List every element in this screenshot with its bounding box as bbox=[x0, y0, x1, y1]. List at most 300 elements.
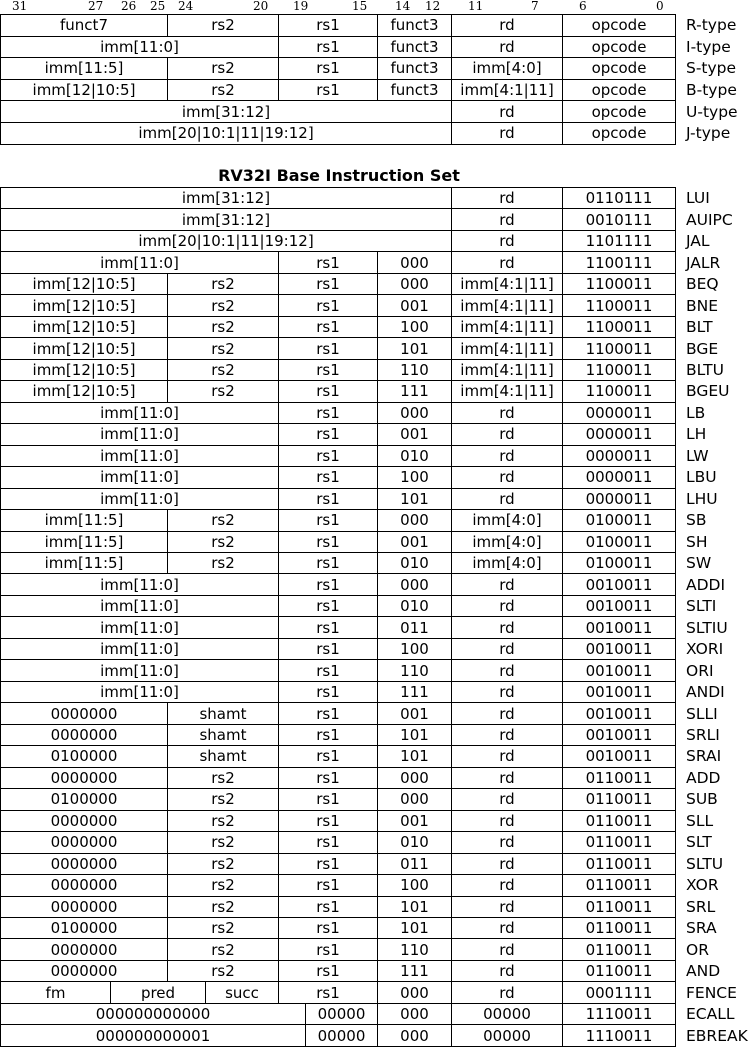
field-cell: rs1 bbox=[278, 938, 378, 960]
field-cell: 0000011 bbox=[562, 402, 676, 424]
field-cell: 00000 bbox=[305, 1003, 378, 1025]
field-cell: 1110011 bbox=[562, 1003, 676, 1025]
field-cell: imm[11:0] bbox=[0, 466, 279, 488]
field-cell: 000 bbox=[377, 981, 452, 1003]
field-cell: imm[11:0] bbox=[0, 595, 279, 617]
field-cell: 0000000 bbox=[0, 874, 168, 896]
field-cell: rs2 bbox=[167, 273, 279, 295]
field-cell: rs2 bbox=[167, 960, 279, 982]
field-cell: rs1 bbox=[278, 767, 378, 789]
field-cell: 100 bbox=[377, 638, 452, 660]
bit-position-14: 14 bbox=[395, 0, 411, 13]
field-cell: imm[11:0] bbox=[0, 659, 279, 681]
format-name: U-type bbox=[686, 102, 738, 121]
field-cell: rs1 bbox=[278, 79, 378, 102]
field-cell: imm[4:1|11] bbox=[451, 337, 563, 359]
field-cell: 0100000 bbox=[0, 788, 168, 810]
field-cell: rs1 bbox=[278, 445, 378, 467]
field-cell: 0110011 bbox=[562, 896, 676, 918]
field-cell: pred bbox=[110, 981, 206, 1003]
instruction-name: SH bbox=[686, 532, 708, 551]
field-cell: imm[11:0] bbox=[0, 36, 279, 59]
field-cell: rd bbox=[451, 938, 563, 960]
field-cell: rd bbox=[451, 638, 563, 660]
field-cell: rs1 bbox=[278, 616, 378, 638]
field-cell: imm[31:12] bbox=[0, 208, 452, 230]
field-cell: funct3 bbox=[377, 36, 452, 59]
field-cell: 00000 bbox=[305, 1024, 378, 1046]
field-cell: 0010011 bbox=[562, 724, 676, 746]
instruction-name: BLT bbox=[686, 318, 713, 337]
bit-position-26: 26 bbox=[121, 0, 137, 13]
field-cell: rd bbox=[451, 402, 563, 424]
field-cell: 011 bbox=[377, 616, 452, 638]
instruction-name: LHU bbox=[686, 489, 718, 508]
field-cell: rs1 bbox=[278, 896, 378, 918]
field-cell: rs2 bbox=[167, 853, 279, 875]
field-cell: 00000 bbox=[451, 1024, 563, 1046]
field-cell: 000 bbox=[377, 273, 452, 295]
instruction-name: OR bbox=[686, 940, 709, 959]
field-cell: 1110011 bbox=[562, 1024, 676, 1046]
field-cell: shamt bbox=[167, 702, 279, 724]
instruction-name: LW bbox=[686, 446, 709, 465]
field-cell: 100 bbox=[377, 874, 452, 896]
field-cell: 101 bbox=[377, 337, 452, 359]
field-cell: rs1 bbox=[278, 573, 378, 595]
instruction-name: SB bbox=[686, 511, 707, 530]
field-cell: rd bbox=[451, 445, 563, 467]
field-cell: opcode bbox=[562, 14, 676, 37]
field-cell: 0110011 bbox=[562, 810, 676, 832]
field-cell: rs1 bbox=[278, 595, 378, 617]
field-cell: 0000000 bbox=[0, 853, 168, 875]
bit-position-19: 19 bbox=[293, 0, 309, 13]
field-cell: shamt bbox=[167, 745, 279, 767]
instruction-name: XOR bbox=[686, 876, 719, 895]
field-cell: imm[11:5] bbox=[0, 552, 168, 574]
field-cell: 1100011 bbox=[562, 316, 676, 338]
field-cell: rs2 bbox=[167, 917, 279, 939]
field-cell: rs2 bbox=[167, 359, 279, 381]
field-cell: rs1 bbox=[278, 402, 378, 424]
field-cell: 000 bbox=[377, 767, 452, 789]
field-cell: imm[11:0] bbox=[0, 638, 279, 660]
field-cell: rd bbox=[451, 14, 563, 37]
instruction-name: JALR bbox=[686, 253, 721, 272]
field-cell: 0000000 bbox=[0, 938, 168, 960]
instruction-name: SLT bbox=[686, 833, 712, 852]
instruction-name: AUIPC bbox=[686, 210, 733, 229]
field-cell: succ bbox=[205, 981, 279, 1003]
field-cell: rs1 bbox=[278, 488, 378, 510]
field-cell: 101 bbox=[377, 488, 452, 510]
field-cell: rd bbox=[451, 595, 563, 617]
bit-position-15: 15 bbox=[352, 0, 368, 13]
field-cell: opcode bbox=[562, 122, 676, 145]
field-cell: rd bbox=[451, 251, 563, 273]
field-cell: rd bbox=[451, 230, 563, 252]
field-cell: rd bbox=[451, 745, 563, 767]
field-cell: imm[12|10:5] bbox=[0, 337, 168, 359]
field-cell: imm[11:0] bbox=[0, 573, 279, 595]
field-cell: 00000 bbox=[451, 1003, 563, 1025]
field-cell: rs1 bbox=[278, 831, 378, 853]
instruction-name: SLLI bbox=[686, 704, 718, 723]
field-cell: rs1 bbox=[278, 810, 378, 832]
bit-position-20: 20 bbox=[253, 0, 269, 13]
field-cell: imm[4:0] bbox=[451, 552, 563, 574]
field-cell: 101 bbox=[377, 745, 452, 767]
field-cell: 101 bbox=[377, 896, 452, 918]
field-cell: 110 bbox=[377, 938, 452, 960]
field-cell: rd bbox=[451, 100, 563, 123]
field-cell: imm[11:0] bbox=[0, 616, 279, 638]
format-name: J-type bbox=[686, 124, 731, 143]
field-cell: rd bbox=[451, 788, 563, 810]
field-cell: rs1 bbox=[278, 294, 378, 316]
instruction-name: SLL bbox=[686, 811, 714, 830]
field-cell: 000000000000 bbox=[0, 1003, 306, 1025]
field-cell: rd bbox=[451, 874, 563, 896]
instruction-name: LH bbox=[686, 425, 707, 444]
field-cell: 000 bbox=[377, 573, 452, 595]
field-cell: rs1 bbox=[278, 917, 378, 939]
field-cell: rs1 bbox=[278, 337, 378, 359]
field-cell: 0110111 bbox=[562, 187, 676, 209]
bit-position-25: 25 bbox=[150, 0, 166, 13]
field-cell: rs2 bbox=[167, 294, 279, 316]
field-cell: rs1 bbox=[278, 960, 378, 982]
field-cell: rd bbox=[451, 896, 563, 918]
bit-position-6: 6 bbox=[579, 0, 587, 13]
field-cell: opcode bbox=[562, 100, 676, 123]
field-cell: imm[11:0] bbox=[0, 423, 279, 445]
field-cell: 0000011 bbox=[562, 466, 676, 488]
field-cell: 100 bbox=[377, 466, 452, 488]
field-cell: rs1 bbox=[278, 874, 378, 896]
field-cell: 0010011 bbox=[562, 616, 676, 638]
instruction-name: AND bbox=[686, 962, 721, 981]
field-cell: 0001111 bbox=[562, 981, 676, 1003]
field-cell: rs2 bbox=[167, 531, 279, 553]
field-cell: 000 bbox=[377, 251, 452, 273]
field-cell: rd bbox=[451, 208, 563, 230]
field-cell: rs2 bbox=[167, 337, 279, 359]
field-cell: funct7 bbox=[0, 14, 168, 37]
bit-position-12: 12 bbox=[425, 0, 441, 13]
instruction-name: ANDI bbox=[686, 683, 725, 702]
field-cell: 100 bbox=[377, 316, 452, 338]
field-cell: imm[12|10:5] bbox=[0, 294, 168, 316]
field-cell: 001 bbox=[377, 423, 452, 445]
field-cell: 0000011 bbox=[562, 445, 676, 467]
field-cell: rd bbox=[451, 767, 563, 789]
field-cell: 001 bbox=[377, 531, 452, 553]
field-cell: imm[31:12] bbox=[0, 100, 452, 123]
instruction-name: LB bbox=[686, 403, 706, 422]
field-cell: 0100000 bbox=[0, 917, 168, 939]
field-cell: imm[4:0] bbox=[451, 531, 563, 553]
field-cell: rd bbox=[451, 573, 563, 595]
field-cell: 111 bbox=[377, 380, 452, 402]
field-cell: rs1 bbox=[278, 659, 378, 681]
field-cell: 0010111 bbox=[562, 208, 676, 230]
instruction-name: ADDI bbox=[686, 575, 726, 594]
instruction-name: BGEU bbox=[686, 382, 730, 401]
format-name: S-type bbox=[686, 59, 737, 78]
field-cell: 0100011 bbox=[562, 509, 676, 531]
instruction-name: EBREAK bbox=[686, 1026, 748, 1045]
field-cell: imm[31:12] bbox=[0, 187, 452, 209]
field-cell: rd bbox=[451, 36, 563, 59]
field-cell: 0110011 bbox=[562, 938, 676, 960]
field-cell: 000000000001 bbox=[0, 1024, 306, 1046]
field-cell: imm[4:1|11] bbox=[451, 273, 563, 295]
field-cell: rs1 bbox=[278, 981, 378, 1003]
field-cell: rs2 bbox=[167, 509, 279, 531]
instruction-name: BGE bbox=[686, 339, 719, 358]
field-cell: fm bbox=[0, 981, 111, 1003]
field-cell: 0010011 bbox=[562, 595, 676, 617]
bit-position-31: 31 bbox=[12, 0, 28, 13]
field-cell: rd bbox=[451, 122, 563, 145]
field-cell: 0010011 bbox=[562, 702, 676, 724]
field-cell: 111 bbox=[377, 681, 452, 703]
field-cell: rs1 bbox=[278, 251, 378, 273]
field-cell: imm[11:5] bbox=[0, 531, 168, 553]
field-cell: rs1 bbox=[278, 745, 378, 767]
table-title: RV32I Base Instruction Set bbox=[218, 166, 460, 185]
field-cell: imm[4:0] bbox=[451, 57, 563, 80]
field-cell: 000 bbox=[377, 1003, 452, 1025]
instruction-name: XORI bbox=[686, 640, 724, 659]
field-cell: rs1 bbox=[278, 552, 378, 574]
field-cell: 0000011 bbox=[562, 423, 676, 445]
field-cell: imm[12|10:5] bbox=[0, 273, 168, 295]
field-cell: 0000011 bbox=[562, 488, 676, 510]
field-cell: rd bbox=[451, 187, 563, 209]
format-name: B-type bbox=[686, 81, 737, 100]
field-cell: rs1 bbox=[278, 788, 378, 810]
field-cell: rs2 bbox=[167, 57, 279, 80]
field-cell: rd bbox=[451, 702, 563, 724]
instruction-name: SW bbox=[686, 554, 712, 573]
field-cell: rs2 bbox=[167, 896, 279, 918]
field-cell: shamt bbox=[167, 724, 279, 746]
field-cell: 0010011 bbox=[562, 745, 676, 767]
field-cell: rs1 bbox=[278, 57, 378, 80]
field-cell: rd bbox=[451, 466, 563, 488]
field-cell: 010 bbox=[377, 445, 452, 467]
field-cell: 000 bbox=[377, 788, 452, 810]
field-cell: rd bbox=[451, 488, 563, 510]
field-cell: 1100011 bbox=[562, 359, 676, 381]
field-cell: 1100011 bbox=[562, 337, 676, 359]
field-cell: imm[20|10:1|11|19:12] bbox=[0, 122, 452, 145]
field-cell: imm[4:1|11] bbox=[451, 359, 563, 381]
field-cell: opcode bbox=[562, 79, 676, 102]
field-cell: rd bbox=[451, 681, 563, 703]
field-cell: rs1 bbox=[278, 702, 378, 724]
instruction-name: ADD bbox=[686, 768, 721, 787]
field-cell: 0000000 bbox=[0, 767, 168, 789]
field-cell: 010 bbox=[377, 552, 452, 574]
field-cell: 1100011 bbox=[562, 273, 676, 295]
field-cell: rd bbox=[451, 810, 563, 832]
field-cell: 0010011 bbox=[562, 659, 676, 681]
field-cell: 001 bbox=[377, 294, 452, 316]
field-cell: 0100011 bbox=[562, 531, 676, 553]
field-cell: rs2 bbox=[167, 767, 279, 789]
field-cell: 0000000 bbox=[0, 702, 168, 724]
field-cell: 0000000 bbox=[0, 896, 168, 918]
field-cell: imm[12|10:5] bbox=[0, 359, 168, 381]
field-cell: 011 bbox=[377, 853, 452, 875]
field-cell: rd bbox=[451, 981, 563, 1003]
field-cell: imm[4:1|11] bbox=[451, 380, 563, 402]
instruction-name: JAL bbox=[686, 232, 710, 251]
field-cell: rs2 bbox=[167, 810, 279, 832]
field-cell: opcode bbox=[562, 57, 676, 80]
field-cell: funct3 bbox=[377, 57, 452, 80]
field-cell: 0110011 bbox=[562, 853, 676, 875]
field-cell: rs1 bbox=[278, 638, 378, 660]
instruction-name: ORI bbox=[686, 661, 714, 680]
instruction-name: SRL bbox=[686, 897, 716, 916]
instruction-name: BLTU bbox=[686, 360, 724, 379]
instruction-name: BEQ bbox=[686, 275, 719, 294]
field-cell: imm[12|10:5] bbox=[0, 79, 168, 102]
field-cell: rs2 bbox=[167, 788, 279, 810]
field-cell: 010 bbox=[377, 831, 452, 853]
field-cell: rs2 bbox=[167, 316, 279, 338]
field-cell: rs1 bbox=[278, 380, 378, 402]
instruction-name: FENCE bbox=[686, 983, 737, 1002]
field-cell: rs1 bbox=[278, 724, 378, 746]
field-cell: 101 bbox=[377, 917, 452, 939]
field-cell: 0110011 bbox=[562, 831, 676, 853]
field-cell: 110 bbox=[377, 659, 452, 681]
field-cell: imm[12|10:5] bbox=[0, 316, 168, 338]
instruction-name: LUI bbox=[686, 189, 710, 208]
field-cell: rs1 bbox=[278, 273, 378, 295]
field-cell: 0010011 bbox=[562, 573, 676, 595]
field-cell: rs1 bbox=[278, 316, 378, 338]
field-cell: imm[12|10:5] bbox=[0, 380, 168, 402]
bit-position-27: 27 bbox=[88, 0, 104, 13]
field-cell: rs1 bbox=[278, 681, 378, 703]
field-cell: 1100011 bbox=[562, 380, 676, 402]
field-cell: rs2 bbox=[167, 938, 279, 960]
bit-position-24: 24 bbox=[178, 0, 194, 13]
instruction-name: LBU bbox=[686, 468, 717, 487]
field-cell: rs1 bbox=[278, 423, 378, 445]
field-cell: rd bbox=[451, 616, 563, 638]
field-cell: 0010011 bbox=[562, 638, 676, 660]
field-cell: imm[11:0] bbox=[0, 488, 279, 510]
field-cell: rs2 bbox=[167, 831, 279, 853]
format-name: I-type bbox=[686, 37, 731, 56]
field-cell: rs1 bbox=[278, 359, 378, 381]
field-cell: rs1 bbox=[278, 36, 378, 59]
field-cell: funct3 bbox=[377, 79, 452, 102]
field-cell: rd bbox=[451, 659, 563, 681]
field-cell: imm[11:0] bbox=[0, 681, 279, 703]
instruction-name: SLTI bbox=[686, 597, 717, 616]
instruction-name: SUB bbox=[686, 790, 718, 809]
field-cell: imm[4:1|11] bbox=[451, 294, 563, 316]
field-cell: rs1 bbox=[278, 14, 378, 37]
field-cell: 0110011 bbox=[562, 788, 676, 810]
field-cell: 000 bbox=[377, 509, 452, 531]
field-cell: 0000000 bbox=[0, 810, 168, 832]
instruction-name: ECALL bbox=[686, 1005, 735, 1024]
field-cell: imm[11:0] bbox=[0, 251, 279, 273]
bit-position-0: 0 bbox=[656, 0, 664, 13]
field-cell: rs2 bbox=[167, 14, 279, 37]
instruction-name: BNE bbox=[686, 296, 719, 315]
field-cell: 0110011 bbox=[562, 960, 676, 982]
field-cell: imm[11:5] bbox=[0, 509, 168, 531]
bit-position-7: 7 bbox=[531, 0, 539, 13]
field-cell: 1100011 bbox=[562, 294, 676, 316]
field-cell: 010 bbox=[377, 595, 452, 617]
field-cell: rd bbox=[451, 960, 563, 982]
instruction-name: SLTIU bbox=[686, 618, 728, 637]
field-cell: rs2 bbox=[167, 552, 279, 574]
field-cell: opcode bbox=[562, 36, 676, 59]
field-cell: rs2 bbox=[167, 874, 279, 896]
field-cell: 0000000 bbox=[0, 724, 168, 746]
field-cell: 0110011 bbox=[562, 767, 676, 789]
field-cell: rs2 bbox=[167, 380, 279, 402]
field-cell: imm[4:1|11] bbox=[451, 79, 563, 102]
field-cell: imm[11:0] bbox=[0, 445, 279, 467]
field-cell: rd bbox=[451, 724, 563, 746]
field-cell: rd bbox=[451, 423, 563, 445]
field-cell: rd bbox=[451, 853, 563, 875]
field-cell: rs1 bbox=[278, 853, 378, 875]
field-cell: imm[11:5] bbox=[0, 57, 168, 80]
instruction-name: SRA bbox=[686, 919, 717, 938]
field-cell: 1101111 bbox=[562, 230, 676, 252]
field-cell: 000 bbox=[377, 1024, 452, 1046]
field-cell: imm[4:0] bbox=[451, 509, 563, 531]
field-cell: 1100111 bbox=[562, 251, 676, 273]
field-cell: 0100000 bbox=[0, 745, 168, 767]
field-cell: rs1 bbox=[278, 531, 378, 553]
format-name: R-type bbox=[686, 16, 737, 35]
field-cell: rs2 bbox=[167, 79, 279, 102]
field-cell: rd bbox=[451, 917, 563, 939]
instruction-name: SRLI bbox=[686, 725, 720, 744]
field-cell: 0110011 bbox=[562, 917, 676, 939]
bit-position-11: 11 bbox=[468, 0, 484, 13]
field-cell: 001 bbox=[377, 810, 452, 832]
field-cell: rs1 bbox=[278, 509, 378, 531]
field-cell: rs1 bbox=[278, 466, 378, 488]
instruction-name: SRAI bbox=[686, 747, 722, 766]
field-cell: imm[20|10:1|11|19:12] bbox=[0, 230, 452, 252]
field-cell: 0000000 bbox=[0, 960, 168, 982]
field-cell: 101 bbox=[377, 724, 452, 746]
field-cell: rd bbox=[451, 831, 563, 853]
field-cell: funct3 bbox=[377, 14, 452, 37]
instruction-name: SLTU bbox=[686, 854, 724, 873]
field-cell: imm[4:1|11] bbox=[451, 316, 563, 338]
field-cell: 0010011 bbox=[562, 681, 676, 703]
